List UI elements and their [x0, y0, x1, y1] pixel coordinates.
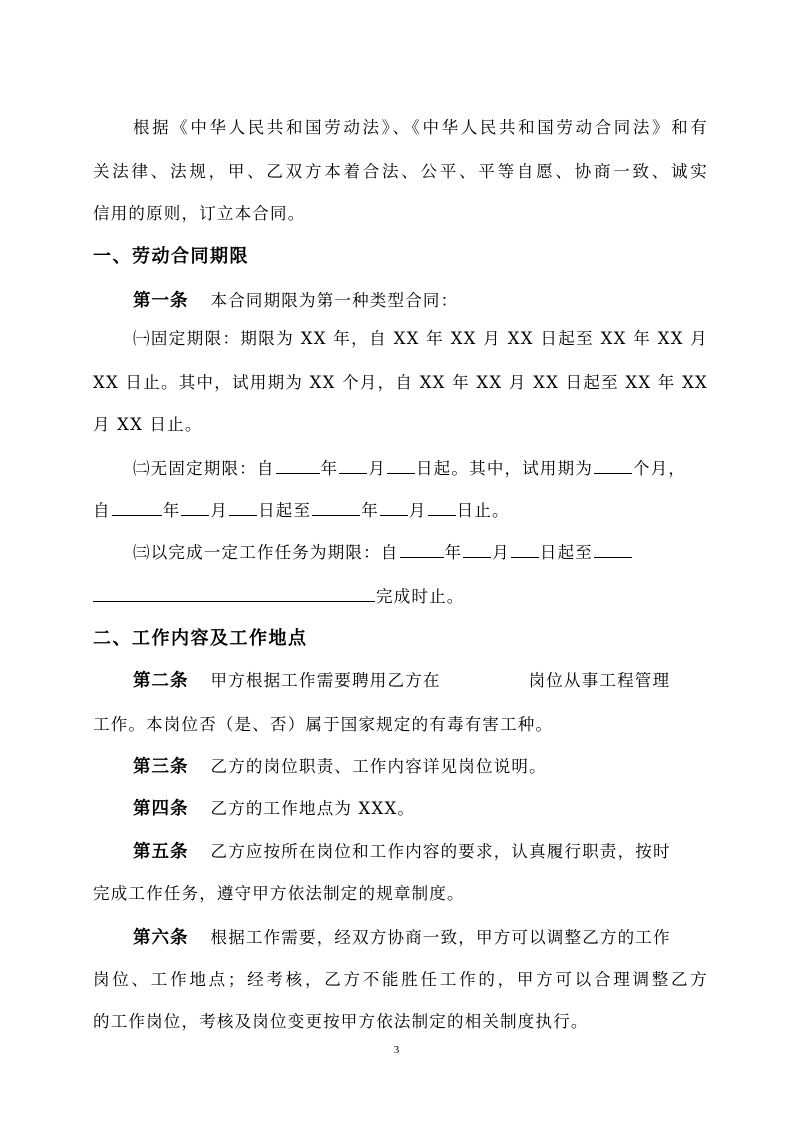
intro-line-1: 根据《中华人民共和国劳动法》、《中华人民共和国劳动合同法》和有 [133, 118, 708, 137]
fixed-term-line-3: 月 XX 日止。 [93, 415, 203, 434]
month-unit: 月 [368, 459, 387, 478]
year-unit: 年 [162, 501, 181, 520]
months-unit: 个月， [633, 459, 687, 478]
article-1 [133, 287, 708, 315]
task-end-text: 完成时止。 [376, 587, 465, 606]
month-unit: 月 [492, 543, 510, 562]
fixed-term-line-1: ㈠固定期限：期限为 XX 年，自 XX 年 XX 月 XX 日起至 XX 年 XX 月 [133, 329, 708, 348]
article-2 [133, 667, 708, 695]
probation-end-month-blank[interactable] [380, 497, 408, 516]
article-6-text: 根据工作需要，经双方协商一致，甲方可以调整乙方的工作 [210, 928, 671, 947]
fixed-term-line-2: XX 日止。其中，试用期为 XX 个月，自 XX 年 XX 月 XX 日起至 XX 年 XX [93, 373, 708, 392]
page-number: 3 [393, 1044, 400, 1056]
article-3 [133, 753, 708, 781]
open-probation-from: 自 [93, 501, 111, 520]
section-2-heading: 二、工作内容及工作地点 [93, 628, 308, 649]
open-start-day-blank[interactable] [387, 455, 415, 474]
article-3-text: 乙方的岗位职责、工作内容详见岗位说明。 [210, 757, 547, 776]
article-5-text: 乙方应按所在岗位和工作内容的要求，认真履行职责，按时 [210, 842, 671, 861]
article-2-text-b: 岗位从事工程管理 [528, 671, 671, 690]
task-term-prefix: ㈢以完成一定工作任务为期限：自 [133, 543, 399, 562]
open-day-from-text: 日起。其中，试用期为 [416, 459, 594, 478]
probation-end-year-blank[interactable] [312, 497, 360, 516]
task-description-blank-1[interactable] [594, 539, 632, 558]
article-5-line-2: 完成工作任务，遵守甲方依法制定的规章制度。 [93, 884, 465, 903]
day-to-text: 日起至 [258, 501, 312, 520]
probation-start-month-blank[interactable] [181, 497, 209, 516]
probation-months-blank[interactable] [594, 455, 632, 474]
month-unit: 月 [210, 501, 229, 520]
article-2-line-2: 工作。本岗位否（是、否）属于国家规定的有毒有害工种。 [93, 715, 554, 734]
section-1-heading: 一、劳动合同期限 [93, 246, 249, 267]
article-5 [133, 838, 708, 866]
task-description-blank-2[interactable] [93, 583, 375, 602]
article-1-label: 第一条 [133, 291, 189, 311]
open-start-year-blank[interactable] [276, 455, 320, 474]
task-start-year-blank[interactable] [400, 539, 444, 558]
article-4-text: 乙方的工作地点为 XXX。 [210, 799, 416, 818]
task-term-line-1 [133, 539, 708, 567]
article-2-text-a: 甲方根据工作需要聘用乙方在 [210, 671, 441, 690]
task-start-day-blank[interactable] [511, 539, 539, 558]
open-start-month-blank[interactable] [339, 455, 367, 474]
intro-line-3: 信用的原则，订立本合同。 [93, 204, 306, 223]
article-4-label: 第四条 [133, 799, 189, 819]
article-2-label: 第二条 [133, 671, 189, 691]
article-6 [133, 924, 708, 952]
article-5-label: 第五条 [133, 842, 189, 862]
end-day-text: 日止。 [456, 501, 510, 520]
article-4 [133, 795, 708, 823]
article-3-label: 第三条 [133, 757, 189, 777]
open-term-line-2 [93, 497, 708, 525]
article-1-text: 本合同期限为第一种类型合同： [210, 291, 459, 310]
year-unit: 年 [320, 459, 339, 478]
month-unit: 月 [408, 501, 427, 520]
task-term-line-2 [93, 583, 708, 611]
probation-start-day-blank[interactable] [229, 497, 257, 516]
article-6-label: 第六条 [133, 928, 189, 948]
year-unit: 年 [444, 543, 463, 562]
article-6-line-3: 的工作岗位，考核及岗位变更按甲方依法制定的相关制度执行。 [93, 1012, 589, 1031]
task-start-month-blank[interactable] [463, 539, 491, 558]
intro-line-2: 关法律、法规，甲、乙双方本着合法、公平、平等自愿、协商一致、诚实 [93, 162, 708, 181]
open-term-prefix: ㈡无固定期限：自 [133, 459, 275, 478]
probation-start-year-blank[interactable] [112, 497, 162, 516]
article-6-line-2: 岗位、工作地点；经考核，乙方不能胜任工作的，甲方可以合理调整乙方 [93, 970, 708, 989]
task-day-from-text: 日起至 [539, 543, 594, 562]
open-term-line-1 [133, 455, 708, 483]
probation-end-day-blank[interactable] [428, 497, 456, 516]
year-unit: 年 [361, 501, 379, 520]
